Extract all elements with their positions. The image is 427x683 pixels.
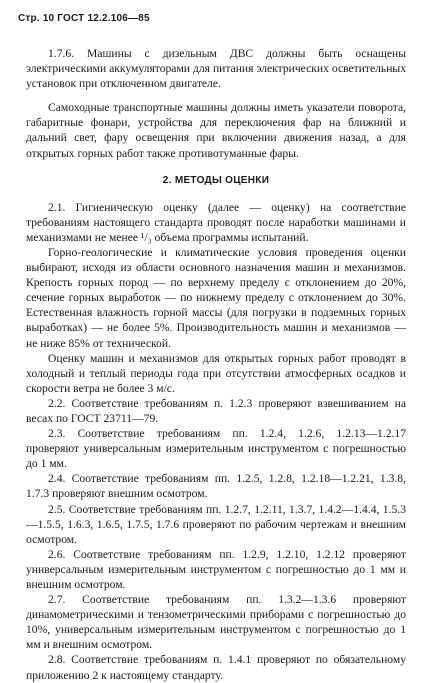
paragraph-2-7: 2.7. Соответствие требованиям пп. 1.3.2—1.3.6 проверяют динамометрическими и тензометрическими приборами с погрешностью до 10%, универсальным измерительным инструментом с погрешностью до 1 мм и внешним осмотром. — [26, 593, 406, 652]
paragraph-1-7-6: 1.7.6. Машины с дизельным ДВС должны быть оснащены электрическими аккумуляторами для питания электрических осветительных установок при отключенном двигателе. — [26, 47, 406, 91]
paragraph-open-pit: Оценку машин и механизмов для открытых горных работ проводят в холодный и теплый периоды года при отсутствии атмосферных осадков и скорости ветра не более 3 м/с. — [26, 351, 406, 395]
paragraph-2-1: 2.1. Гигиеническую оценку (далее — оценку) на соответствие требованиям настоящего стандарта проводят после наработки машинами и механизмами не менее ¹/₃ объема программы испытаний. — [26, 200, 406, 244]
paragraph-2-6: 2.6. Соответствие требованиям пп. 1.2.9, 1.2.10, 1.2.12 проверяют универсальным измерительным инструментом с погрешностью до 1 мм и внешним осмотром. — [26, 547, 406, 591]
paragraph-2-3: 2.3. Соответствие требованиям пп. 1.2.4, 1.2.6, 1.2.13—1.2.17 проверяют универсальным измерительным инструментом с погрешностью до 1 мм. — [26, 427, 406, 471]
document-body — [26, 46, 406, 683]
page-header: Стр. 10 ГОСТ 12.2.106—85 — [18, 13, 150, 24]
paragraph-self-propelled: Самоходные транспортные машины должны иметь указатели поворота, габаритные фонари, устройства для переключения фар на ближний и дальний свет, фару освещения при включении движения назад, а для открытых горных работ также противотуманные фары. — [26, 101, 406, 160]
paragraph-2-2: 2.2. Соответствие требованиям п. 1.2.3 проверяют взвешиванием на весах по ГОСТ 23711—79. — [26, 396, 406, 425]
paragraph-2-8: 2.8. Соответствие требованиям п. 1.4.1 проверяют по обязательному приложению 2 к настоящему стандарту. — [26, 653, 406, 682]
paragraph-2-4: 2.4. Соответствие требованиям пп. 1.2.5, 1.2.8, 1.2.18—1.2.21, 1.3.8, 1.7.3 проверяют внешним осмотром. — [26, 472, 406, 501]
section-title: 2. МЕТОДЫ ОЦЕНКИ — [162, 174, 270, 186]
paragraph-2-5: 2.5. Соответствие требованиям пп. 1.2.7, 1.2.11, 1.3.7, 1.4.2—1.4.4, 1.5.3—1.5.5, 1.6.3, 1.6.5, 1.7.5, 1.7.6 проверяют по рабочим чертежам и внешним осмотром. — [26, 502, 406, 546]
paragraph-conditions: Горно-геологические и климатические условия проведения оценки выбирают, исходя из области основного назначения машин и механизмов. Крепость горных пород — по верхнему пределу с отклонением до 20%, сечение горных выработок — по нижнему пределу с отклонением до 30%. Естественная влажность горной массы (для погрузки в подземных горных выработках) — не более 5%. Производительность машин и механизмов — не ниже 85% от технической. — [26, 245, 406, 350]
